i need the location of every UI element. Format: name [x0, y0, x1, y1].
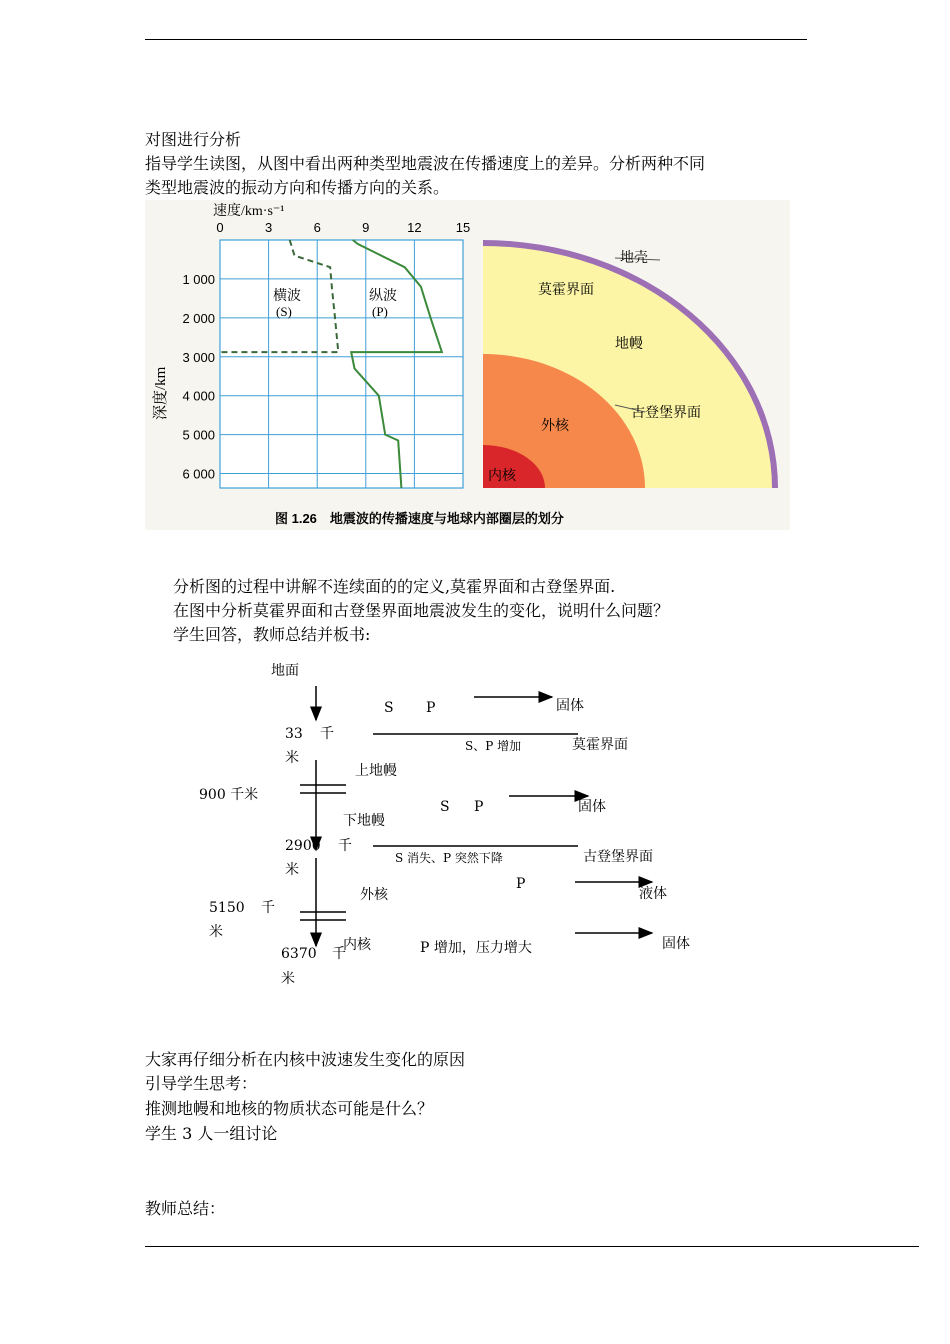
depth-axis-label: 深度/km: [153, 366, 169, 420]
moho-label: 莫霍界面: [538, 283, 594, 298]
p-wave-label: 纵波: [369, 289, 397, 304]
footer-rule: [145, 1246, 919, 1247]
y-tick-label: 5 000: [182, 427, 215, 443]
analysis-line-2: 在图中分析莫霍界面和古登堡界面地震波发生的变化，说明什么问题？: [173, 601, 670, 620]
board-p-3: P: [516, 876, 526, 892]
board-depth-2900: 2900: [285, 838, 321, 854]
board-s-2: S: [440, 799, 450, 815]
intro-line-1: 对图进行分析: [145, 130, 242, 149]
s-wave-symbol: (S): [276, 304, 292, 319]
x-tick-label: 9: [362, 220, 370, 235]
board-qian-3: 千: [261, 900, 275, 916]
header-rule: [145, 39, 807, 40]
board-depth-6370: 6370: [281, 946, 317, 962]
board-moho: 莫霍界面: [572, 737, 628, 753]
board-outer-core: 外核: [360, 887, 388, 903]
board-solid-2: 固体: [578, 799, 606, 815]
board-sp-increase: S、P 增加: [465, 739, 522, 753]
board-qian-4: 千: [332, 946, 346, 962]
board-lower-mantle: 下地幔: [343, 813, 385, 829]
x-tick-label: 12: [407, 220, 422, 235]
board-qian-2: 千: [338, 838, 352, 854]
outro-line-1: 大家再仔细分析在内核中波速发生变化的原因: [145, 1050, 466, 1069]
gutenberg-label: 古登堡界面: [631, 406, 701, 421]
board-solid-1: 固体: [556, 698, 584, 714]
board-p-increase: P 增加，压力增大: [420, 940, 532, 956]
s-wave-label: 横波: [273, 289, 301, 304]
board-liquid: 液体: [639, 886, 667, 902]
p-wave-symbol: (P): [372, 304, 388, 319]
board-ground: 地面: [271, 663, 299, 679]
outro-line-4: 学生 3 人一组讨论: [145, 1124, 278, 1143]
board-upper-mantle: 上地幔: [355, 763, 397, 779]
figure-caption: 图 1.26 地震波的传播速度与地球内部圈层的划分: [275, 511, 564, 526]
board-s-vanish: S 消失、P 突然下降: [395, 851, 503, 865]
x-tick-label: 3: [264, 220, 273, 235]
y-tick-label: 4 000: [182, 388, 215, 404]
board-mi-2: 米: [285, 862, 299, 878]
board-inner-core: 内核: [343, 937, 371, 953]
outro-line-3: 推测地幔和地核的物质状态可能是什么？: [145, 1099, 434, 1118]
y-tick-label: 2 000: [182, 310, 215, 326]
board-p-1: P: [426, 700, 436, 716]
y-tick-label: 3 000: [182, 349, 215, 365]
board-depth-900: 900 千米: [199, 787, 259, 803]
board-mi-3: 米: [209, 924, 223, 940]
x-tick-label: 6: [313, 220, 321, 235]
intro-line-2: 指导学生读图，从图中看出两种类型地震波在传播速度上的差异。分析两种不同: [145, 154, 706, 173]
board-p-2: P: [474, 799, 484, 815]
board-s-1: S: [384, 700, 394, 716]
y-tick-label: 1 000: [182, 271, 215, 287]
analysis-line-1: 分析图的过程中讲解不连续面的的定义,莫霍界面和古登堡界面.: [173, 577, 616, 596]
plot-area: [220, 240, 463, 488]
intro-line-3: 类型地震波的振动方向和传播方向的关系。: [145, 178, 450, 197]
board-depth-33: 33: [285, 726, 303, 742]
y-tick-label: 6 000: [182, 466, 215, 482]
outro-line-2: 引导学生思考：: [145, 1074, 258, 1093]
board-depth-5150: 5150: [209, 900, 245, 916]
speed-axis-label: 速度/km·s⁻¹: [213, 204, 285, 219]
chart-grid: [220, 240, 463, 488]
x-tick-label: 15: [455, 220, 471, 235]
outro-line-5: 教师总结：: [145, 1199, 226, 1218]
analysis-line-3: 学生回答，教师总结并板书:: [173, 625, 371, 644]
crust-label: 地壳: [620, 251, 648, 266]
mantle-label: 地幔: [615, 337, 643, 352]
seismic-wave-figure: [145, 200, 790, 530]
board-mi-4: 米: [281, 971, 295, 987]
board-qian-1: 千: [320, 726, 334, 742]
board-mi-1: 米: [285, 750, 299, 766]
board-solid-3: 固体: [662, 936, 690, 952]
outer-core-label: 外核: [541, 419, 569, 434]
x-tick-label: 0: [216, 220, 224, 235]
board-gutenberg: 古登堡界面: [583, 849, 653, 865]
inner-core-label: 内核: [488, 469, 516, 484]
